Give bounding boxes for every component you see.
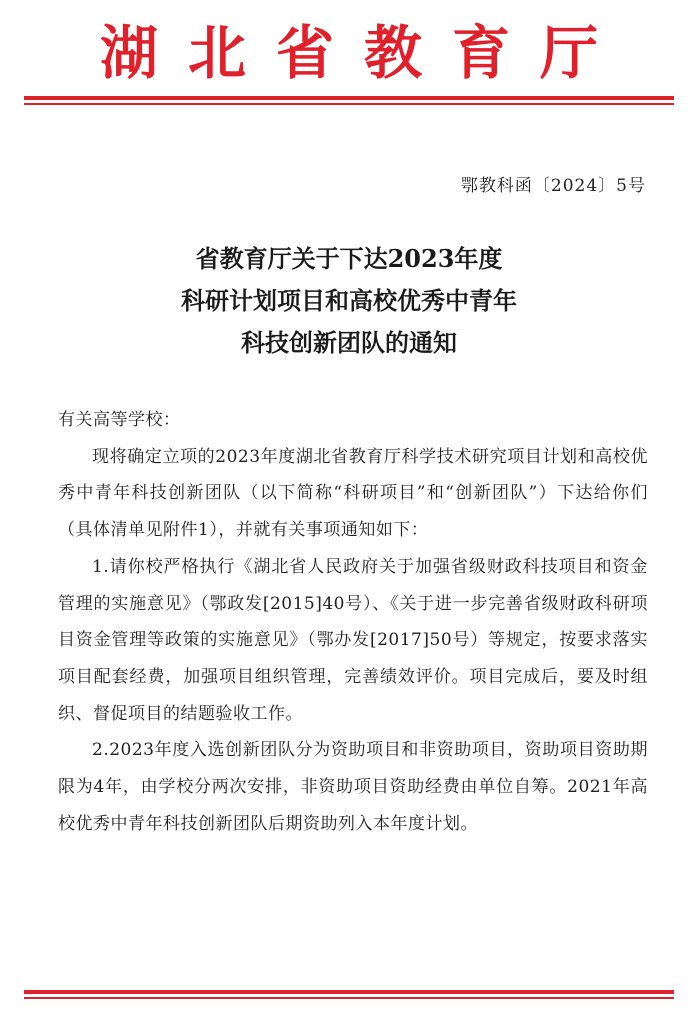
footer-rule-thin — [24, 997, 674, 999]
body-paragraph: 1.请你校严格执行《湖北省人民政府关于加强省级财政科技项目和资金管理的实施意见》（鄂政发[2015]40号）、《关于进一步完善省级财政科研项目资金管理等政策的实施意见》（鄂办发[2017]50号）等规定，按要求落实项目配套经费，加强项目组织管理，完善绩效评价。项目完成后，要及时组织、督促项目的结题验收工作。 — [58, 556, 648, 724]
body-paragraph: 2.2023年度入选创新团队分为资助项目和非资助项目，资助项目资助期限为4年，由学校分两次安排，非资助项目资助经费由单位自筹。2021年高校优秀中青年科技创新团队后期资助列入本年度计划。 — [58, 740, 648, 834]
footer-rule-thick — [24, 990, 674, 994]
document-number: 鄂教科函〔2024〕5号 — [460, 176, 646, 196]
title-line: 省教育厅关于下达2023年度 — [195, 244, 503, 273]
title-line: 科研计划项目和高校优秀中青年 — [181, 286, 517, 315]
salutation: 有关高等学校： — [58, 410, 181, 430]
document-body — [58, 402, 648, 842]
document-title — [0, 238, 698, 364]
title-line: 科技创新团队的通知 — [241, 328, 457, 357]
letterhead-rule-thick — [24, 96, 674, 100]
letterhead-rule-thin — [24, 103, 674, 105]
agency-letterhead: 湖北省教育厅 — [99, 19, 628, 87]
body-paragraph: 现将确定立项的2023年度湖北省教育厅科学技术研究项目计划和高校优秀中青年科技创新团队（以下简称“科研项目”和“创新团队”）下达给你们（具体清单见附件1），并就有关事项通知如下： — [58, 446, 648, 541]
